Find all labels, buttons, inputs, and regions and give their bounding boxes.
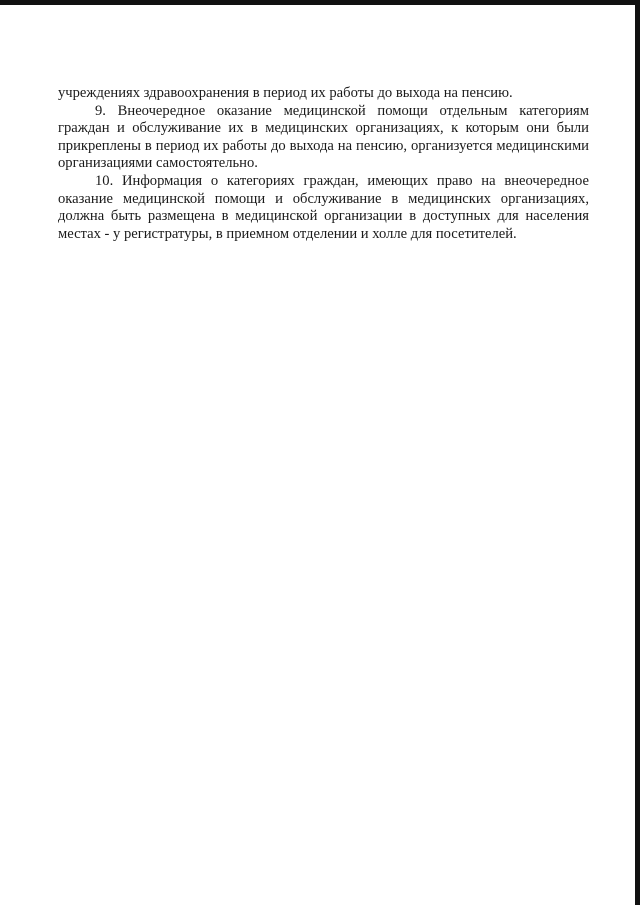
paragraph-continuation: учреждениях здравоохранения в период их работы до выхода на пенсию. (58, 85, 513, 101)
document-body (58, 85, 589, 243)
paragraph-item-10: 10. Информация о категориях граждан, имеющих право на внеочередное оказание медицинской помощи и обслуживание в медицинских организациях, должна быть размещена в медицинской организации в доступных для населения местах - у регистратуры, в приемном отделении и холле для посетителей. (58, 172, 589, 242)
paragraph-item-9: 9. Внеочередное оказание медицинской помощи отдельным категориям граждан и обслуживание их в медицинских организациях, к которым они были прикреплены в период их работы до выхода на пенсию, организуется медицинскими организациями самостоятельно. (58, 102, 589, 172)
scan-edge-top (0, 0, 640, 5)
scan-edge-right (635, 0, 640, 905)
